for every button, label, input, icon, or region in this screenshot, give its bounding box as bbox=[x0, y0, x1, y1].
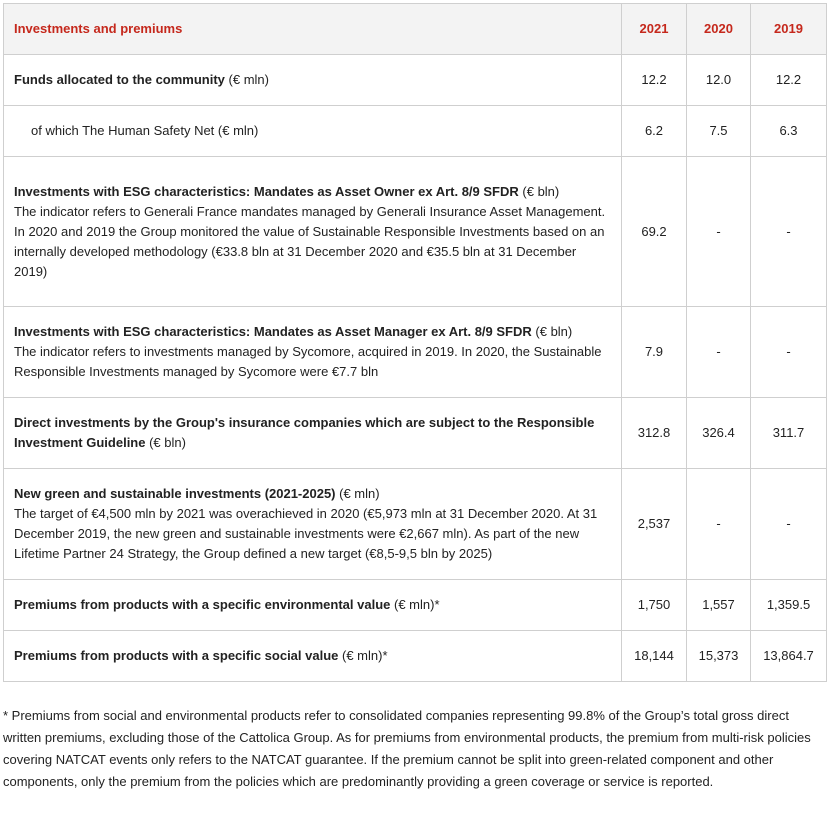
value-2020: 12.0 bbox=[687, 55, 751, 106]
row-title: Direct investments by the Group's insurance companies which are subject to the Responsible Investment Guideline bbox=[14, 415, 595, 450]
value-2019: 311.7 bbox=[751, 398, 827, 469]
value-2019: - bbox=[751, 307, 827, 398]
value-2021: 312.8 bbox=[622, 398, 687, 469]
value-2021: 12.2 bbox=[622, 55, 687, 106]
row-unit: (€ bln) bbox=[531, 324, 573, 339]
row-title: Premiums from products with a specific environmental value bbox=[14, 597, 391, 612]
table-title: Investments and premiums bbox=[4, 4, 622, 55]
row-note: In 2020 and 2019 the Group monitored the value of Sustainable Responsible Investments based on an internally developed methodology (€33.8 bln at 31 December 2020 and €35.5 bln at 31 December 2019) bbox=[14, 223, 605, 279]
value-2020: - bbox=[687, 469, 751, 580]
row-unit: (€ bln) bbox=[518, 183, 560, 199]
row-label bbox=[4, 398, 622, 469]
value-2020: - bbox=[687, 157, 751, 307]
row-title: Investments with ESG characteristics: Mandates as Asset Manager ex Art. 8/9 SFDR bbox=[14, 324, 532, 339]
row-label bbox=[4, 55, 622, 106]
row-title: Investments with ESG characteristics: Mandates as Asset Owner ex Art. 8/9 SFDR bbox=[14, 183, 519, 199]
row-note: The target of €4,500 mln by 2021 was overachieved in 2020 (€5,973 mln at 31 December 2020. At 31 December 2019, the new green and sustainable investments were €2,667 mln). As part of the new Lifetime Partner 24 Strategy, the Group defined a new target (€8,5-9,5 bln by 2025) bbox=[14, 506, 598, 561]
row-label bbox=[4, 106, 622, 157]
value-2021: 69.2 bbox=[622, 157, 687, 307]
table-row bbox=[4, 157, 827, 307]
row-unit: (€ mln)* bbox=[390, 597, 440, 612]
row-label bbox=[4, 631, 622, 682]
table-row bbox=[4, 398, 827, 469]
row-label bbox=[4, 580, 622, 631]
investments-table bbox=[3, 3, 827, 682]
table-row bbox=[4, 307, 827, 398]
table-row bbox=[4, 631, 827, 682]
footnote: * Premiums from social and environmental products refer to consolidated companies representing 99.8% of the Group’s total gross direct written premiums, excluding those of the Cattolica Group. As for premiums from environmental products, the premium from multi-risk policies covering NATCAT events only refers to the NATCAT guarantee. If the premium cannot be split into green-related component and other components, only the premium from the policies which are predominantly providing a green coverage or service is reported. bbox=[3, 708, 811, 789]
value-2021: 18,144 bbox=[622, 631, 687, 682]
value-2021: 6.2 bbox=[622, 106, 687, 157]
value-2020: - bbox=[687, 307, 751, 398]
value-2019: 13,864.7 bbox=[751, 631, 827, 682]
row-title: of which The Human Safety Net (€ mln) bbox=[31, 123, 259, 138]
value-2020: 326.4 bbox=[687, 398, 751, 469]
value-2020: 1,557 bbox=[687, 580, 751, 631]
value-2019: 1,359.5 bbox=[751, 580, 827, 631]
row-label bbox=[4, 469, 622, 580]
year-header-2020: 2020 bbox=[687, 4, 751, 55]
row-title: New green and sustainable investments (2021-2025) bbox=[14, 486, 336, 501]
row-unit: (€ mln)* bbox=[338, 648, 388, 663]
row-note: The indicator refers to investments managed by Sycomore, acquired in 2019. In 2020, the Sustainable Responsible Investments managed by Sycomore were €7.7 bln bbox=[14, 344, 602, 379]
row-note: The indicator refers to Generali France mandates managed by Generali Insurance Asset Management. bbox=[14, 203, 606, 219]
row-title: Funds allocated to the community bbox=[14, 72, 225, 87]
year-header-2021: 2021 bbox=[622, 4, 687, 55]
table-row bbox=[4, 106, 827, 157]
value-2021: 7.9 bbox=[622, 307, 687, 398]
value-2019: - bbox=[751, 157, 827, 307]
table-row bbox=[4, 469, 827, 580]
value-2019: - bbox=[751, 469, 827, 580]
value-2020: 7.5 bbox=[687, 106, 751, 157]
value-2019: 12.2 bbox=[751, 55, 827, 106]
table-header-row bbox=[4, 4, 827, 55]
value-2021: 1,750 bbox=[622, 580, 687, 631]
table-row bbox=[4, 55, 827, 106]
value-2021: 2,537 bbox=[622, 469, 687, 580]
row-label bbox=[4, 307, 622, 398]
row-unit: (€ mln) bbox=[224, 72, 269, 87]
row-unit: (€ mln) bbox=[335, 486, 380, 501]
row-unit: (€ bln) bbox=[145, 435, 186, 450]
row-label bbox=[4, 157, 622, 307]
row-title: Premiums from products with a specific social value bbox=[14, 648, 339, 663]
year-header-2019: 2019 bbox=[751, 4, 827, 55]
value-2019: 6.3 bbox=[751, 106, 827, 157]
table-row bbox=[4, 580, 827, 631]
value-2020: 15,373 bbox=[687, 631, 751, 682]
